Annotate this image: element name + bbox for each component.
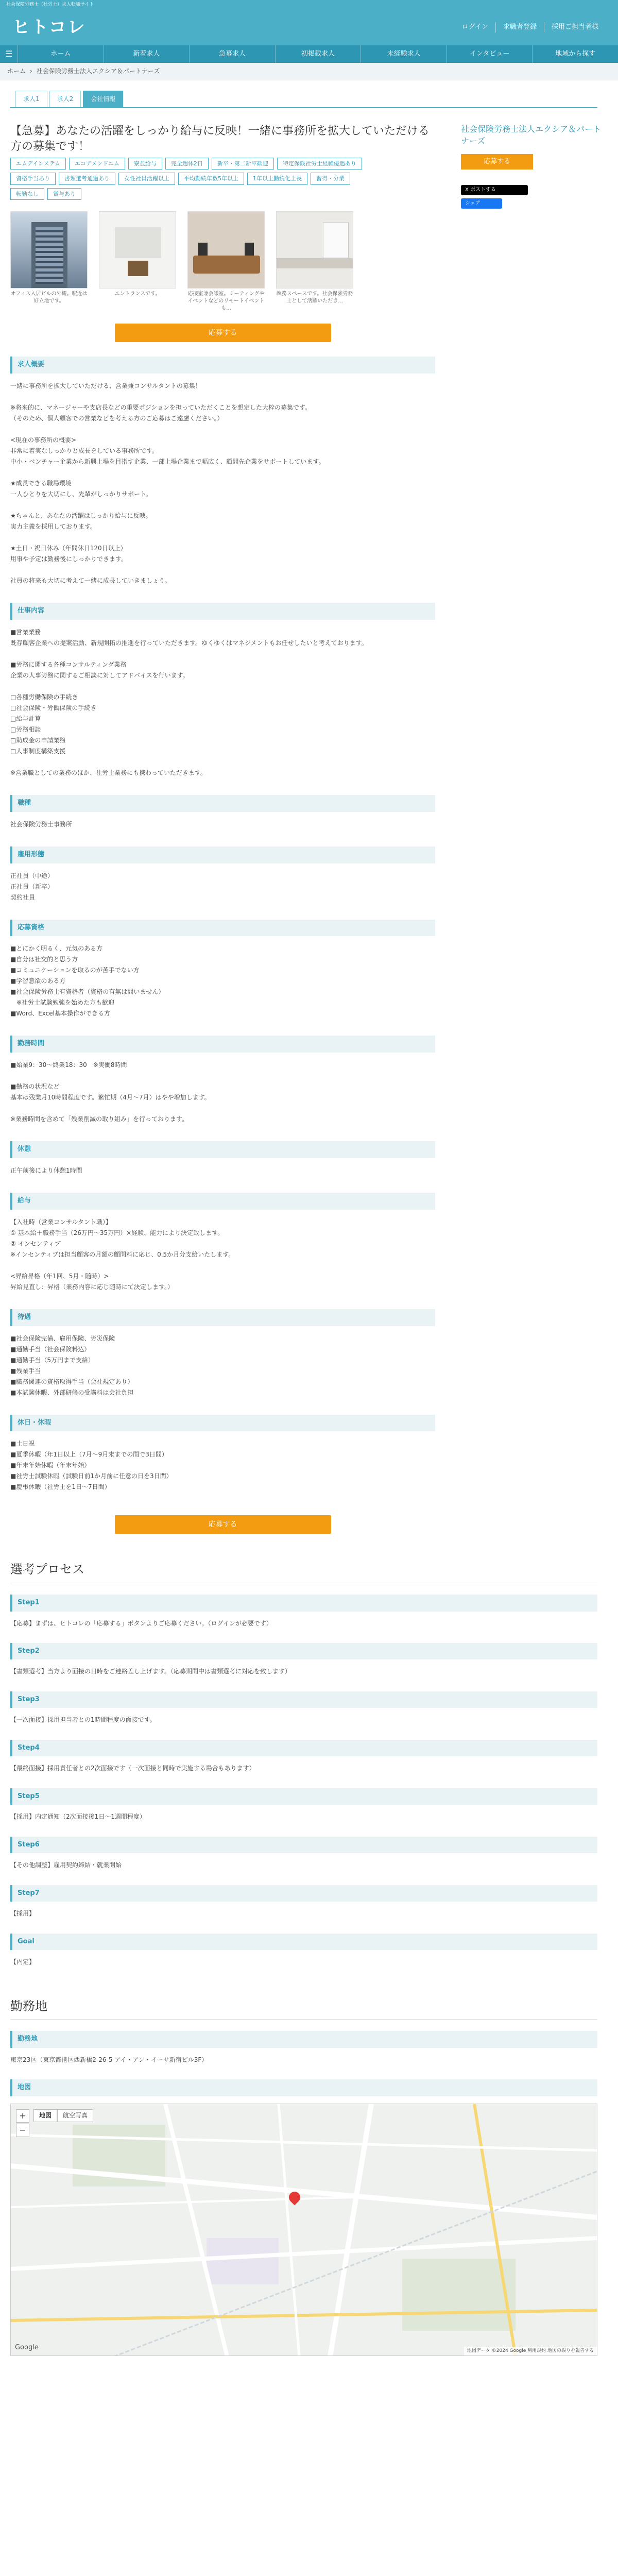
photo-caption: オフィス入居ビルの外観。駅近は好立地です。: [10, 291, 88, 304]
menu-icon[interactable]: ☰: [5, 49, 13, 59]
section-heading: 仕事内容: [10, 603, 435, 620]
address-head: 勤務地: [10, 2031, 597, 2048]
site-logo[interactable]: ヒトコレ: [12, 16, 86, 38]
job-tag[interactable]: 新卒・第二新卒歓迎: [212, 158, 274, 170]
step-body: 【その他調整】雇用契約締結・就業開始: [10, 1861, 122, 1869]
apply-button-bottom[interactable]: 応募する: [115, 1515, 331, 1534]
nav-urgent-jobs[interactable]: 急募求人: [189, 45, 275, 63]
section-body: ■営業業務 既存顧客企業への提案活動、新規開拓の推進を行っていただきます。ゆくゆくはマネジメントもお任せしたいと考えております。 ■労務に関する各種コンサルティング業務 企業の人事労務に関するご相談に対してアドバイスを行います。 □各種労働保険の手続き □社会保険・労働保険の手続き □給与計算 □労務相談 □助成金の申請業務 □人事制度構築支援 ※営業職としての業務のほか、社労士業務にも携わっていただきます。: [10, 628, 368, 776]
job-tag[interactable]: 特定保険社労士経験優遇あり: [277, 158, 362, 170]
step-heading: Step1: [10, 1595, 597, 1612]
photo-image: [99, 211, 176, 289]
nav-interview[interactable]: インタビュー: [447, 45, 533, 63]
map-type-satellite[interactable]: 航空写真: [57, 2109, 93, 2122]
main-column: [10, 124, 435, 1534]
job-tag[interactable]: 転勤なし: [10, 188, 44, 200]
map-zoom-controls: [16, 2109, 29, 2137]
recruiter-link[interactable]: 採用ご担当者様: [544, 22, 606, 33]
top-strip: 社会保険労務士（社労士）求人転職サイト: [0, 0, 618, 9]
tab-company[interactable]: 会社情報: [83, 91, 123, 107]
job-tag[interactable]: エコアメンドエム: [69, 158, 125, 170]
section-body: ■土日祝 ■夏季休暇（年1日以上（7月～9月末までの間で3日間） ■年末年始休暇（年末年始） ■社労士試験休暇（試験日前1か月前に任意の日を3日間） ■慶弔休暇（社労士を1日～7日間）: [10, 1440, 173, 1491]
section-body: 正午前後により休憩1時間: [10, 1166, 82, 1174]
map-type-toggle: [33, 2109, 93, 2122]
step-heading: Goal: [10, 1934, 597, 1951]
nav-new-jobs[interactable]: 新着求人: [104, 45, 190, 63]
tab-job2[interactable]: 求人2: [49, 91, 81, 107]
breadcrumb-home[interactable]: ホーム: [7, 67, 26, 75]
section-heading: 勤務時間: [10, 1036, 435, 1053]
step-heading: Step5: [10, 1788, 597, 1805]
photo-building[interactable]: [10, 211, 88, 312]
photo-caption: 執務スペースです。社会保険労務士として活躍いただき...: [276, 291, 353, 304]
photo-meeting-room[interactable]: [187, 211, 265, 312]
step-body: 【一次面接】採用担当者との1時間程度の面接です。: [10, 1716, 156, 1724]
section-body: 社会保険労務士事務所: [10, 820, 73, 828]
job-tag[interactable]: 完全週休2日: [165, 158, 209, 170]
section-body: 【入社時（営業コンサルタント職）】 ① 基本給＋職務手当（26万円～35万円）×経験、能力により決定致します。 ② インセンティブ ※インセンティブは担当顧客の月額の顧問料に応じ、0.5か月分支給いたします。 <昇給昇格（年1回、5月・随時）> 昇給見直し：昇格（業務内容に応じ随時にて決定します。）: [10, 1218, 235, 1291]
photo-entrance[interactable]: [99, 211, 176, 312]
nav-region[interactable]: 地域から探す: [532, 45, 618, 63]
share-buttons: [461, 185, 608, 209]
sidebar-apply-button[interactable]: 応募する: [461, 154, 533, 170]
photo-caption: 応接室兼会議室。ミーティングやイベントなどのリモートイベントも...: [187, 291, 265, 312]
photo-image: [187, 211, 265, 289]
breadcrumb: [0, 63, 618, 80]
section-heading: 待遇: [10, 1309, 435, 1326]
step-heading: Step4: [10, 1740, 597, 1757]
job-tag[interactable]: 習得・分業: [311, 173, 350, 185]
content-row: [0, 108, 618, 1534]
section-heading: 給与: [10, 1193, 435, 1210]
photo-workspace[interactable]: [276, 211, 353, 312]
job-title: 【急募】あなたの活躍をしっかり給与に反映！一緒に事務所を拡大していただける方の募集です！: [10, 125, 430, 153]
job-tag[interactable]: 女性社員活躍以上: [118, 173, 175, 185]
job-tag[interactable]: 平均勤続年数5年以上: [178, 173, 244, 185]
tab-job1[interactable]: 求人1: [15, 91, 47, 107]
job-tag[interactable]: 賞与あり: [47, 188, 81, 200]
google-map[interactable]: [10, 2104, 597, 2356]
login-link[interactable]: ログイン: [461, 23, 488, 31]
section-heading: 休日・休暇: [10, 1415, 435, 1432]
step-heading: Step6: [10, 1837, 597, 1854]
process-steps: [10, 1595, 597, 1971]
section-heading: 求人概要: [10, 357, 435, 374]
step-body: 【採用】内定通知（2次面接後1日～1週間程度）: [10, 1813, 146, 1821]
location-block: [10, 2031, 597, 2096]
job-tags: [10, 158, 366, 200]
breadcrumb-current: 社会保険労務士法人エクシア＆パートナーズ: [36, 67, 160, 75]
step-heading: Step3: [10, 1691, 597, 1708]
step-body: 【内定】: [10, 1958, 36, 1966]
section-body: ■始業9：30～終業18：30 ※実働8時間 ■勤務の状況など 基本は残業月10時間程度です。繁忙期（4月～7月）はやや増加します。 ※業務時間を含めて「残業削減の取り組み」を行っております。: [10, 1061, 211, 1123]
zoom-in-button[interactable]: +: [16, 2109, 29, 2123]
header-links: [455, 22, 606, 33]
address-text: 東京23区（東京都港区西新橋2-26-5 アイ・アン・イーサ新宿ビル3F）: [10, 2056, 208, 2063]
job-tag[interactable]: 1年以上勤続化上長: [247, 173, 307, 185]
x-share-button[interactable]: X ポストする: [461, 185, 528, 195]
section-body: ■社会保険完備、雇用保険、労災保険 ■通勤手当（社会保険料込） ■通勤手当（5万円まで支給） ■残業手当 ■職務関連の資格取得手当（会社規定あり） ■本試験休暇、外部研修の受講料は会社負担: [10, 1334, 134, 1396]
job-tag[interactable]: 資格手当あり: [10, 173, 56, 185]
location-title: 勤務地: [10, 1996, 597, 2020]
step-body: 【採用】: [10, 1910, 36, 1918]
section-body: ■とにかく明るく、元気のある方 ■自分は社交的と思う方 ■コミュニケーションを取るのが苦手でない方 ■学習意欲のある方 ■社会保険労務士有資格者（資格の有無は問いません） ※社労士試験勉強を始めた方も歓迎 ■Word、Excel基本操作ができる方: [10, 945, 165, 1018]
section-heading: 雇用形態: [10, 846, 435, 863]
job-tag[interactable]: 寮並給与: [128, 158, 162, 170]
nav-home[interactable]: ホーム: [18, 45, 104, 63]
step-body: 【最終面接】採用責任者との2次面接です（一次面接と同時で実施する場合もあります）: [10, 1765, 255, 1772]
sidebar: [461, 124, 608, 1534]
step-heading: Step2: [10, 1643, 597, 1660]
photo-gallery: [10, 211, 435, 312]
map-footer[interactable]: 地図データ ©2024 Google 利用規約 地図の誤りを報告する: [464, 2347, 597, 2355]
process-title: 選考プロセス: [10, 1560, 597, 1583]
site-header: [0, 9, 618, 45]
nav-inexperienced[interactable]: 未経験求人: [360, 45, 447, 63]
breadcrumb-separator: ›: [30, 67, 32, 75]
job-tabs: [10, 80, 597, 108]
job-tag[interactable]: エムデインステム: [10, 158, 66, 170]
map-type-map[interactable]: 地図: [33, 2109, 57, 2122]
global-nav: [0, 45, 618, 63]
section-heading: 職種: [10, 795, 435, 812]
step-heading: Step7: [10, 1885, 597, 1902]
sidebar-company-name[interactable]: 社会保険労務士法人エクシア＆パートナーズ: [461, 124, 602, 146]
photo-caption: エントランスです。: [114, 291, 161, 297]
zoom-out-button[interactable]: −: [16, 2124, 29, 2137]
section-body: 一緒に事務所を拡大していただける、営業兼コンサルタントの募集！ ※将来的に、マネージャーや支店長などの重要ポジションを担っていただくことを想定した大枠の募集です。 （そのため、個人顧客での営業などを考える方のご応募はご遠慮ください。） <現在の事務所の概要> 非常に着実なしっかりと成長をしている事務所です。 中小・ベンチャー企業から新興上場を目指す企業、一部上場企業まで幅広く、顧問先企業をサポートしています。 ★成長できる職場環境 一人ひとりを大切にし、先輩がしっかりサポート。 ★ちゃんと、あなたの活躍はしっかり給与に反映。 実力主義を採用しております。 ★土日・祝日休み（年間休日120日以上） 用事や予定は勤務後にしっかりできます。 社員の将来も大切に考えて一緒に成長していきましょう。: [10, 382, 325, 585]
step-body: 【書類選考】当方より面接の日時をご連絡差し上げます。（応募期間中は書類選考に対応を致します）: [10, 1668, 291, 1675]
facebook-share-button[interactable]: シェア: [461, 198, 502, 209]
nav-first-posted[interactable]: 初掲載求人: [275, 45, 361, 63]
map-roads: [11, 2104, 597, 2356]
job-tag[interactable]: 書類選考通過あり: [59, 173, 115, 185]
section-heading: 応募資格: [10, 920, 435, 937]
photo-image: [276, 211, 353, 289]
section-heading: 休憩: [10, 1141, 435, 1158]
step-body: 【応募】まずは、ヒトコレの「応募する」ボタンよりご応募ください。（ログインが必要です）: [10, 1619, 272, 1627]
apply-button[interactable]: 応募する: [115, 324, 331, 342]
job-sections: [10, 357, 435, 1495]
section-body: 正社員（中途） 正社員（新卒） 契約社員: [10, 872, 54, 901]
register-link[interactable]: 求職者登録: [495, 22, 544, 33]
photo-image: [10, 211, 88, 289]
google-logo: Google: [15, 2343, 39, 2351]
map-head: 地図: [10, 2079, 597, 2096]
